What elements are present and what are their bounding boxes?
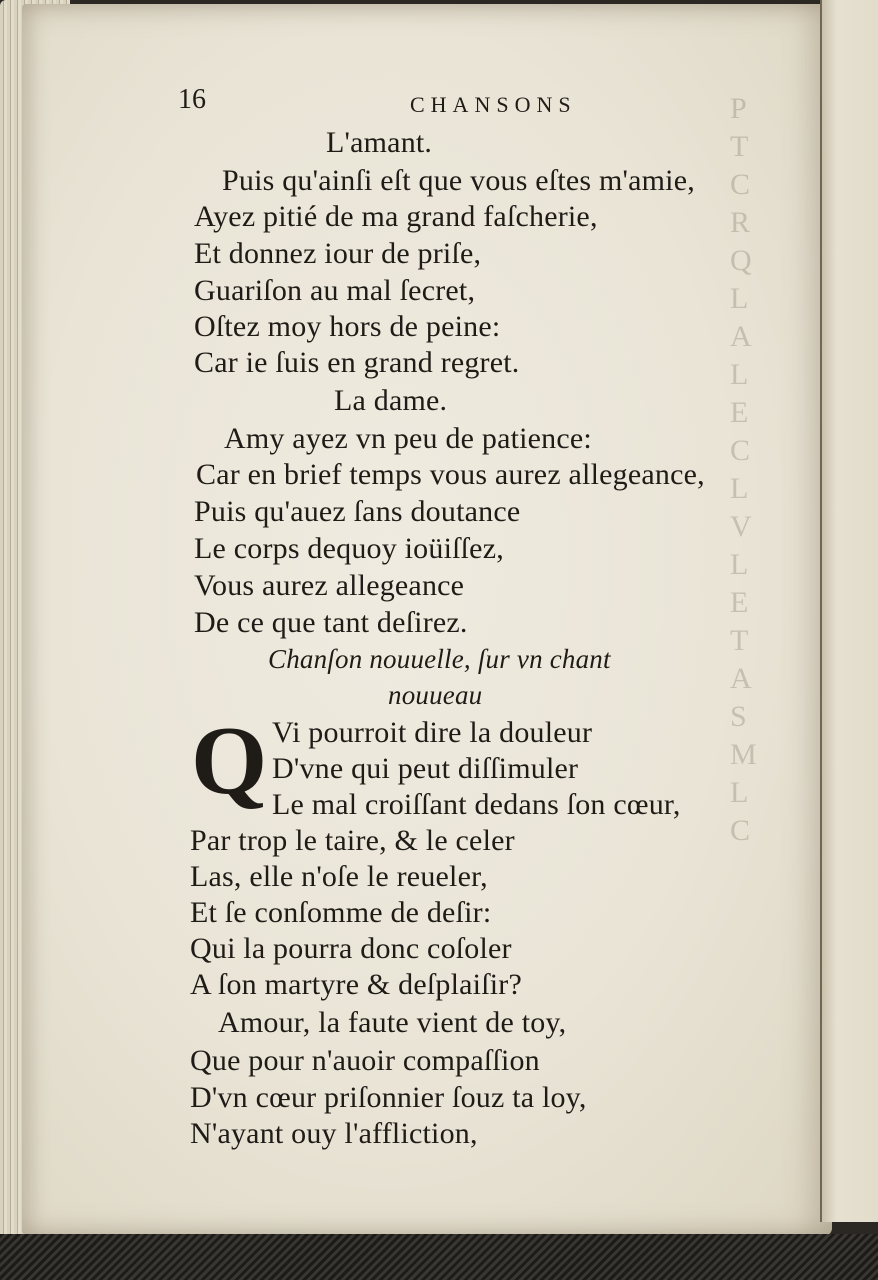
verse-line: Par trop le taire, & le celer (190, 824, 515, 857)
verse-line: Car en brief temps vous aurez allegeance, (196, 458, 705, 491)
verse-line: Le mal croiſſant dedans ſon cœur, (272, 788, 681, 821)
verse-line: D'vn cœur priſonnier ſouz ta loy, (190, 1081, 587, 1114)
verse-line: Puis qu'auez ſans doutance (194, 495, 521, 528)
verse-line: Amour, la faute vient de toy, (218, 1006, 567, 1039)
show-through-ink: P T C R Q L A L E C L V L E T A S M L C (730, 92, 757, 847)
verse-line: A ſon martyre & deſplaiſir? (190, 968, 522, 1001)
verse-line: Las, elle n'oſe le reueler, (190, 860, 488, 893)
verse-line: Et donnez iour de priſe, (194, 237, 482, 270)
drop-capital: Q (191, 707, 268, 815)
speaker-lamant: L'amant. (326, 126, 433, 159)
verse-line: Le corps dequoy ioüiſſez, (194, 532, 504, 565)
verse-line: N'ayant ouy l'affliction, (190, 1117, 478, 1150)
verse-line: Amy ayez vn peu de patience: (224, 422, 592, 455)
verse-line: Ayez pitié de ma grand faſcherie, (194, 200, 598, 233)
verse-line: Qui la pourra donc coſoler (190, 932, 512, 965)
verse-line: Vous aurez allegeance (194, 569, 465, 602)
verse-line: Et ſe conſomme de deſir: (190, 896, 492, 929)
verse-line: De ce que tant deſirez. (194, 606, 468, 639)
running-header: CHANSONS (410, 92, 577, 117)
song-title-continued: nouueau (388, 680, 483, 710)
verse-line: Puis qu'ainſi eſt que vous eſtes m'amie, (222, 164, 695, 197)
verse-line: Oſtez moy hors de peine: (194, 310, 501, 343)
verse-line: D'vne qui peut diſſimuler (272, 752, 579, 785)
verse-line: Vi pourroit dire la douleur (272, 716, 593, 749)
song-title: Chanſon nouuelle, ſur vn chant (268, 644, 611, 674)
speaker-la-dame: La dame. (334, 384, 448, 417)
verse-line: Que pour n'auoir compaſſion (190, 1044, 540, 1077)
page-number: 16 (178, 84, 206, 115)
verse-line: Guariſon au mal ſecret, (194, 274, 476, 307)
verse-line: Car ie ſuis en grand regret. (194, 346, 520, 379)
